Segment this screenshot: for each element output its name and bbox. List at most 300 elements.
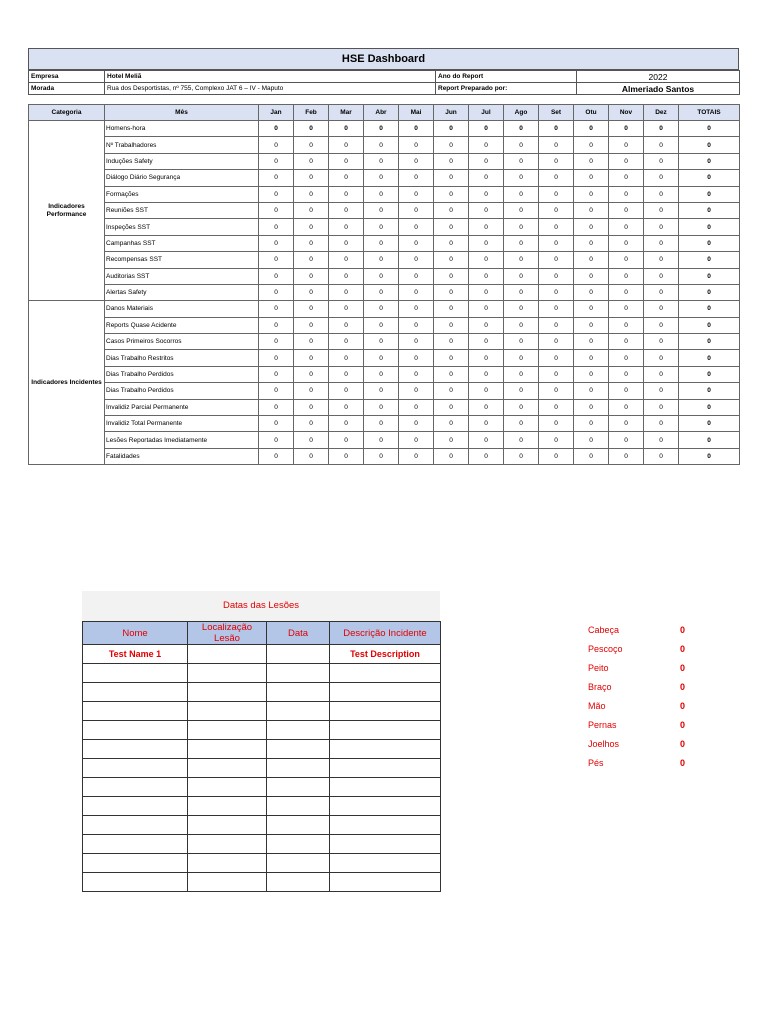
lesoes-cell[interactable] bbox=[188, 721, 267, 740]
month-value-cell[interactable]: 0 bbox=[294, 219, 329, 235]
month-value-cell[interactable]: 0 bbox=[294, 137, 329, 153]
month-value-cell[interactable]: 0 bbox=[259, 202, 294, 218]
month-value-cell[interactable]: 0 bbox=[399, 121, 434, 137]
month-value-cell[interactable]: 0 bbox=[399, 235, 434, 251]
month-value-cell[interactable]: 0 bbox=[504, 235, 539, 251]
month-value-cell[interactable]: 0 bbox=[644, 202, 679, 218]
month-value-cell[interactable]: 0 bbox=[294, 301, 329, 317]
month-value-cell[interactable]: 0 bbox=[539, 334, 574, 350]
month-value-cell[interactable]: 0 bbox=[259, 317, 294, 333]
month-value-cell[interactable]: 0 bbox=[644, 448, 679, 464]
month-value-cell[interactable]: 0 bbox=[434, 121, 469, 137]
lesoes-cell[interactable] bbox=[267, 835, 330, 854]
month-value-cell[interactable]: 0 bbox=[469, 366, 504, 382]
lesoes-cell[interactable]: Test Name 1 bbox=[83, 645, 188, 664]
month-value-cell[interactable]: 0 bbox=[434, 170, 469, 186]
month-value-cell[interactable]: 0 bbox=[539, 301, 574, 317]
month-value-cell[interactable]: 0 bbox=[399, 399, 434, 415]
month-value-cell[interactable]: 0 bbox=[574, 334, 609, 350]
month-value-cell[interactable]: 0 bbox=[469, 252, 504, 268]
month-value-cell[interactable]: 0 bbox=[329, 284, 364, 300]
month-value-cell[interactable]: 0 bbox=[294, 170, 329, 186]
month-value-cell[interactable]: 0 bbox=[504, 284, 539, 300]
lesoes-cell[interactable] bbox=[267, 683, 330, 702]
month-value-cell[interactable]: 0 bbox=[644, 350, 679, 366]
month-value-cell[interactable]: 0 bbox=[259, 432, 294, 448]
month-value-cell[interactable]: 0 bbox=[294, 252, 329, 268]
month-value-cell[interactable]: 0 bbox=[574, 153, 609, 169]
month-value-cell[interactable]: 0 bbox=[609, 416, 644, 432]
empresa-value[interactable]: Hotel Meliã bbox=[105, 71, 436, 83]
month-value-cell[interactable]: 0 bbox=[504, 219, 539, 235]
lesoes-cell[interactable] bbox=[83, 721, 188, 740]
month-value-cell[interactable]: 0 bbox=[539, 366, 574, 382]
month-value-cell[interactable]: 0 bbox=[364, 186, 399, 202]
month-value-cell[interactable]: 0 bbox=[574, 350, 609, 366]
month-value-cell[interactable]: 0 bbox=[259, 170, 294, 186]
month-value-cell[interactable]: 0 bbox=[574, 383, 609, 399]
lesoes-cell[interactable] bbox=[188, 664, 267, 683]
month-value-cell[interactable]: 0 bbox=[644, 334, 679, 350]
month-value-cell[interactable]: 0 bbox=[644, 219, 679, 235]
month-value-cell[interactable]: 0 bbox=[539, 268, 574, 284]
month-value-cell[interactable]: 0 bbox=[399, 383, 434, 399]
month-value-cell[interactable]: 0 bbox=[364, 219, 399, 235]
month-value-cell[interactable]: 0 bbox=[399, 202, 434, 218]
month-value-cell[interactable]: 0 bbox=[329, 202, 364, 218]
lesoes-cell[interactable] bbox=[330, 702, 441, 721]
month-value-cell[interactable]: 0 bbox=[364, 252, 399, 268]
month-value-cell[interactable]: 0 bbox=[434, 301, 469, 317]
month-value-cell[interactable]: 0 bbox=[644, 186, 679, 202]
month-value-cell[interactable]: 0 bbox=[644, 252, 679, 268]
lesoes-cell[interactable] bbox=[330, 778, 441, 797]
month-value-cell[interactable]: 0 bbox=[434, 350, 469, 366]
month-value-cell[interactable]: 0 bbox=[609, 334, 644, 350]
preparado-value[interactable]: Almeriado Santos bbox=[577, 83, 740, 95]
month-value-cell[interactable]: 0 bbox=[329, 219, 364, 235]
month-value-cell[interactable]: 0 bbox=[574, 301, 609, 317]
month-value-cell[interactable]: 0 bbox=[644, 235, 679, 251]
month-value-cell[interactable]: 0 bbox=[504, 416, 539, 432]
month-value-cell[interactable]: 0 bbox=[399, 350, 434, 366]
month-value-cell[interactable]: 0 bbox=[259, 219, 294, 235]
month-value-cell[interactable]: 0 bbox=[539, 448, 574, 464]
month-value-cell[interactable]: 0 bbox=[574, 235, 609, 251]
month-value-cell[interactable]: 0 bbox=[644, 301, 679, 317]
month-value-cell[interactable]: 0 bbox=[294, 399, 329, 415]
month-value-cell[interactable]: 0 bbox=[609, 383, 644, 399]
month-value-cell[interactable]: 0 bbox=[434, 252, 469, 268]
month-value-cell[interactable]: 0 bbox=[574, 399, 609, 415]
month-value-cell[interactable]: 0 bbox=[539, 219, 574, 235]
lesoes-cell[interactable] bbox=[188, 759, 267, 778]
month-value-cell[interactable]: 0 bbox=[434, 137, 469, 153]
month-value-cell[interactable]: 0 bbox=[259, 137, 294, 153]
lesoes-cell[interactable] bbox=[330, 721, 441, 740]
lesoes-cell[interactable] bbox=[83, 759, 188, 778]
month-value-cell[interactable]: 0 bbox=[644, 366, 679, 382]
month-value-cell[interactable]: 0 bbox=[259, 350, 294, 366]
month-value-cell[interactable]: 0 bbox=[329, 317, 364, 333]
month-value-cell[interactable]: 0 bbox=[259, 268, 294, 284]
month-value-cell[interactable]: 0 bbox=[609, 268, 644, 284]
month-value-cell[interactable]: 0 bbox=[574, 416, 609, 432]
month-value-cell[interactable]: 0 bbox=[644, 432, 679, 448]
month-value-cell[interactable]: 0 bbox=[364, 448, 399, 464]
lesoes-cell[interactable] bbox=[267, 816, 330, 835]
lesoes-cell[interactable] bbox=[330, 873, 441, 892]
month-value-cell[interactable]: 0 bbox=[504, 252, 539, 268]
month-value-cell[interactable]: 0 bbox=[434, 235, 469, 251]
month-value-cell[interactable]: 0 bbox=[294, 416, 329, 432]
month-value-cell[interactable]: 0 bbox=[364, 383, 399, 399]
month-value-cell[interactable]: 0 bbox=[504, 334, 539, 350]
month-value-cell[interactable]: 0 bbox=[329, 432, 364, 448]
month-value-cell[interactable]: 0 bbox=[329, 383, 364, 399]
month-value-cell[interactable]: 0 bbox=[364, 399, 399, 415]
month-value-cell[interactable]: 0 bbox=[259, 301, 294, 317]
month-value-cell[interactable]: 0 bbox=[434, 416, 469, 432]
month-value-cell[interactable]: 0 bbox=[644, 284, 679, 300]
month-value-cell[interactable]: 0 bbox=[574, 284, 609, 300]
month-value-cell[interactable]: 0 bbox=[539, 202, 574, 218]
month-value-cell[interactable]: 0 bbox=[609, 186, 644, 202]
lesoes-cell[interactable] bbox=[188, 797, 267, 816]
month-value-cell[interactable]: 0 bbox=[294, 448, 329, 464]
month-value-cell[interactable]: 0 bbox=[434, 268, 469, 284]
month-value-cell[interactable]: 0 bbox=[259, 416, 294, 432]
month-value-cell[interactable]: 0 bbox=[399, 366, 434, 382]
month-value-cell[interactable]: 0 bbox=[469, 399, 504, 415]
month-value-cell[interactable]: 0 bbox=[399, 432, 434, 448]
lesoes-cell[interactable] bbox=[267, 645, 330, 664]
month-value-cell[interactable]: 0 bbox=[364, 432, 399, 448]
month-value-cell[interactable]: 0 bbox=[399, 317, 434, 333]
lesoes-cell[interactable] bbox=[188, 816, 267, 835]
month-value-cell[interactable]: 0 bbox=[504, 301, 539, 317]
month-value-cell[interactable]: 0 bbox=[574, 268, 609, 284]
month-value-cell[interactable]: 0 bbox=[329, 350, 364, 366]
month-value-cell[interactable]: 0 bbox=[469, 121, 504, 137]
month-value-cell[interactable]: 0 bbox=[539, 399, 574, 415]
month-value-cell[interactable]: 0 bbox=[504, 317, 539, 333]
month-value-cell[interactable]: 0 bbox=[539, 350, 574, 366]
month-value-cell[interactable]: 0 bbox=[644, 399, 679, 415]
month-value-cell[interactable]: 0 bbox=[294, 317, 329, 333]
month-value-cell[interactable]: 0 bbox=[364, 350, 399, 366]
month-value-cell[interactable]: 0 bbox=[644, 268, 679, 284]
lesoes-cell[interactable] bbox=[83, 664, 188, 683]
month-value-cell[interactable]: 0 bbox=[469, 170, 504, 186]
month-value-cell[interactable]: 0 bbox=[364, 334, 399, 350]
lesoes-cell[interactable] bbox=[330, 835, 441, 854]
ano-value[interactable]: 2022 bbox=[577, 71, 740, 83]
month-value-cell[interactable]: 0 bbox=[609, 235, 644, 251]
month-value-cell[interactable]: 0 bbox=[504, 383, 539, 399]
month-value-cell[interactable]: 0 bbox=[539, 186, 574, 202]
month-value-cell[interactable]: 0 bbox=[294, 284, 329, 300]
month-value-cell[interactable]: 0 bbox=[434, 186, 469, 202]
month-value-cell[interactable]: 0 bbox=[574, 448, 609, 464]
morada-value[interactable]: Rua dos Desportistas, nº 755, Complexo JAT 6 – IV - Maputo bbox=[105, 83, 436, 95]
month-value-cell[interactable]: 0 bbox=[294, 432, 329, 448]
lesoes-cell[interactable] bbox=[83, 816, 188, 835]
month-value-cell[interactable]: 0 bbox=[539, 235, 574, 251]
month-value-cell[interactable]: 0 bbox=[539, 383, 574, 399]
month-value-cell[interactable]: 0 bbox=[574, 252, 609, 268]
month-value-cell[interactable]: 0 bbox=[469, 284, 504, 300]
month-value-cell[interactable]: 0 bbox=[609, 366, 644, 382]
lesoes-cell[interactable] bbox=[83, 835, 188, 854]
month-value-cell[interactable]: 0 bbox=[469, 334, 504, 350]
month-value-cell[interactable]: 0 bbox=[469, 202, 504, 218]
lesoes-cell[interactable] bbox=[267, 778, 330, 797]
month-value-cell[interactable]: 0 bbox=[364, 153, 399, 169]
month-value-cell[interactable]: 0 bbox=[364, 121, 399, 137]
lesoes-cell[interactable] bbox=[188, 683, 267, 702]
month-value-cell[interactable]: 0 bbox=[469, 137, 504, 153]
month-value-cell[interactable]: 0 bbox=[469, 268, 504, 284]
month-value-cell[interactable]: 0 bbox=[329, 252, 364, 268]
month-value-cell[interactable]: 0 bbox=[609, 153, 644, 169]
month-value-cell[interactable]: 0 bbox=[399, 448, 434, 464]
month-value-cell[interactable]: 0 bbox=[434, 317, 469, 333]
month-value-cell[interactable]: 0 bbox=[504, 121, 539, 137]
lesoes-cell[interactable] bbox=[267, 740, 330, 759]
month-value-cell[interactable]: 0 bbox=[539, 153, 574, 169]
month-value-cell[interactable]: 0 bbox=[364, 366, 399, 382]
month-value-cell[interactable]: 0 bbox=[259, 252, 294, 268]
month-value-cell[interactable]: 0 bbox=[259, 186, 294, 202]
lesoes-cell[interactable] bbox=[188, 835, 267, 854]
lesoes-cell[interactable] bbox=[330, 759, 441, 778]
month-value-cell[interactable]: 0 bbox=[609, 252, 644, 268]
month-value-cell[interactable]: 0 bbox=[329, 153, 364, 169]
month-value-cell[interactable]: 0 bbox=[504, 432, 539, 448]
month-value-cell[interactable]: 0 bbox=[259, 366, 294, 382]
lesoes-cell[interactable]: Test Description bbox=[330, 645, 441, 664]
month-value-cell[interactable]: 0 bbox=[609, 399, 644, 415]
month-value-cell[interactable]: 0 bbox=[364, 170, 399, 186]
month-value-cell[interactable]: 0 bbox=[609, 219, 644, 235]
month-value-cell[interactable]: 0 bbox=[609, 202, 644, 218]
month-value-cell[interactable]: 0 bbox=[504, 448, 539, 464]
month-value-cell[interactable]: 0 bbox=[539, 432, 574, 448]
month-value-cell[interactable]: 0 bbox=[469, 153, 504, 169]
month-value-cell[interactable]: 0 bbox=[329, 301, 364, 317]
lesoes-cell[interactable] bbox=[188, 778, 267, 797]
month-value-cell[interactable]: 0 bbox=[504, 350, 539, 366]
month-value-cell[interactable]: 0 bbox=[539, 121, 574, 137]
lesoes-cell[interactable] bbox=[83, 740, 188, 759]
month-value-cell[interactable]: 0 bbox=[469, 432, 504, 448]
month-value-cell[interactable]: 0 bbox=[469, 317, 504, 333]
lesoes-cell[interactable] bbox=[83, 873, 188, 892]
month-value-cell[interactable]: 0 bbox=[574, 432, 609, 448]
lesoes-cell[interactable] bbox=[267, 702, 330, 721]
month-value-cell[interactable]: 0 bbox=[259, 284, 294, 300]
month-value-cell[interactable]: 0 bbox=[574, 186, 609, 202]
month-value-cell[interactable]: 0 bbox=[539, 416, 574, 432]
month-value-cell[interactable]: 0 bbox=[434, 448, 469, 464]
month-value-cell[interactable]: 0 bbox=[329, 416, 364, 432]
month-value-cell[interactable]: 0 bbox=[644, 170, 679, 186]
month-value-cell[interactable]: 0 bbox=[434, 366, 469, 382]
month-value-cell[interactable]: 0 bbox=[504, 268, 539, 284]
month-value-cell[interactable]: 0 bbox=[644, 121, 679, 137]
month-value-cell[interactable]: 0 bbox=[294, 153, 329, 169]
month-value-cell[interactable]: 0 bbox=[399, 334, 434, 350]
month-value-cell[interactable]: 0 bbox=[644, 137, 679, 153]
month-value-cell[interactable]: 0 bbox=[294, 186, 329, 202]
month-value-cell[interactable]: 0 bbox=[294, 235, 329, 251]
month-value-cell[interactable]: 0 bbox=[329, 268, 364, 284]
month-value-cell[interactable]: 0 bbox=[609, 121, 644, 137]
month-value-cell[interactable]: 0 bbox=[434, 219, 469, 235]
month-value-cell[interactable]: 0 bbox=[644, 383, 679, 399]
month-value-cell[interactable]: 0 bbox=[504, 153, 539, 169]
month-value-cell[interactable]: 0 bbox=[574, 121, 609, 137]
month-value-cell[interactable]: 0 bbox=[329, 121, 364, 137]
lesoes-cell[interactable] bbox=[330, 816, 441, 835]
month-value-cell[interactable]: 0 bbox=[574, 317, 609, 333]
month-value-cell[interactable]: 0 bbox=[294, 334, 329, 350]
lesoes-cell[interactable] bbox=[188, 645, 267, 664]
month-value-cell[interactable]: 0 bbox=[399, 252, 434, 268]
month-value-cell[interactable]: 0 bbox=[329, 448, 364, 464]
lesoes-cell[interactable] bbox=[188, 740, 267, 759]
month-value-cell[interactable]: 0 bbox=[539, 284, 574, 300]
month-value-cell[interactable]: 0 bbox=[259, 235, 294, 251]
lesoes-cell[interactable] bbox=[267, 721, 330, 740]
month-value-cell[interactable]: 0 bbox=[504, 186, 539, 202]
month-value-cell[interactable]: 0 bbox=[609, 317, 644, 333]
month-value-cell[interactable]: 0 bbox=[539, 252, 574, 268]
month-value-cell[interactable]: 0 bbox=[294, 121, 329, 137]
month-value-cell[interactable]: 0 bbox=[329, 235, 364, 251]
lesoes-cell[interactable] bbox=[267, 797, 330, 816]
lesoes-cell[interactable] bbox=[83, 702, 188, 721]
month-value-cell[interactable]: 0 bbox=[609, 432, 644, 448]
month-value-cell[interactable]: 0 bbox=[364, 235, 399, 251]
month-value-cell[interactable]: 0 bbox=[609, 137, 644, 153]
month-value-cell[interactable]: 0 bbox=[644, 416, 679, 432]
month-value-cell[interactable]: 0 bbox=[609, 448, 644, 464]
month-value-cell[interactable]: 0 bbox=[434, 383, 469, 399]
month-value-cell[interactable]: 0 bbox=[259, 448, 294, 464]
month-value-cell[interactable]: 0 bbox=[469, 301, 504, 317]
month-value-cell[interactable]: 0 bbox=[399, 284, 434, 300]
month-value-cell[interactable]: 0 bbox=[434, 432, 469, 448]
month-value-cell[interactable]: 0 bbox=[434, 399, 469, 415]
lesoes-cell[interactable] bbox=[188, 873, 267, 892]
month-value-cell[interactable]: 0 bbox=[469, 350, 504, 366]
lesoes-cell[interactable] bbox=[330, 683, 441, 702]
month-value-cell[interactable]: 0 bbox=[574, 202, 609, 218]
month-value-cell[interactable]: 0 bbox=[399, 416, 434, 432]
month-value-cell[interactable]: 0 bbox=[259, 399, 294, 415]
month-value-cell[interactable]: 0 bbox=[364, 416, 399, 432]
month-value-cell[interactable]: 0 bbox=[504, 202, 539, 218]
month-value-cell[interactable]: 0 bbox=[574, 137, 609, 153]
lesoes-cell[interactable] bbox=[330, 740, 441, 759]
month-value-cell[interactable]: 0 bbox=[469, 448, 504, 464]
month-value-cell[interactable]: 0 bbox=[434, 284, 469, 300]
lesoes-cell[interactable] bbox=[188, 854, 267, 873]
month-value-cell[interactable]: 0 bbox=[539, 317, 574, 333]
month-value-cell[interactable]: 0 bbox=[434, 153, 469, 169]
month-value-cell[interactable]: 0 bbox=[504, 399, 539, 415]
month-value-cell[interactable]: 0 bbox=[399, 170, 434, 186]
month-value-cell[interactable]: 0 bbox=[609, 284, 644, 300]
month-value-cell[interactable]: 0 bbox=[399, 153, 434, 169]
month-value-cell[interactable]: 0 bbox=[574, 366, 609, 382]
month-value-cell[interactable]: 0 bbox=[259, 334, 294, 350]
lesoes-cell[interactable] bbox=[83, 797, 188, 816]
lesoes-cell[interactable] bbox=[330, 664, 441, 683]
month-value-cell[interactable]: 0 bbox=[259, 121, 294, 137]
month-value-cell[interactable]: 0 bbox=[294, 383, 329, 399]
month-value-cell[interactable]: 0 bbox=[504, 137, 539, 153]
month-value-cell[interactable]: 0 bbox=[364, 301, 399, 317]
month-value-cell[interactable]: 0 bbox=[609, 350, 644, 366]
month-value-cell[interactable]: 0 bbox=[329, 170, 364, 186]
lesoes-cell[interactable] bbox=[267, 664, 330, 683]
lesoes-cell[interactable] bbox=[267, 854, 330, 873]
month-value-cell[interactable]: 0 bbox=[399, 137, 434, 153]
month-value-cell[interactable]: 0 bbox=[434, 334, 469, 350]
month-value-cell[interactable]: 0 bbox=[259, 153, 294, 169]
month-value-cell[interactable]: 0 bbox=[609, 170, 644, 186]
month-value-cell[interactable]: 0 bbox=[504, 170, 539, 186]
month-value-cell[interactable]: 0 bbox=[364, 284, 399, 300]
lesoes-cell[interactable] bbox=[267, 873, 330, 892]
month-value-cell[interactable]: 0 bbox=[364, 202, 399, 218]
lesoes-cell[interactable] bbox=[330, 797, 441, 816]
month-value-cell[interactable]: 0 bbox=[469, 219, 504, 235]
month-value-cell[interactable]: 0 bbox=[259, 383, 294, 399]
month-value-cell[interactable]: 0 bbox=[504, 366, 539, 382]
lesoes-cell[interactable] bbox=[83, 683, 188, 702]
month-value-cell[interactable]: 0 bbox=[469, 235, 504, 251]
month-value-cell[interactable]: 0 bbox=[329, 399, 364, 415]
month-value-cell[interactable]: 0 bbox=[399, 301, 434, 317]
month-value-cell[interactable]: 0 bbox=[364, 317, 399, 333]
month-value-cell[interactable]: 0 bbox=[364, 137, 399, 153]
month-value-cell[interactable]: 0 bbox=[364, 268, 399, 284]
month-value-cell[interactable]: 0 bbox=[294, 366, 329, 382]
month-value-cell[interactable]: 0 bbox=[329, 137, 364, 153]
month-value-cell[interactable]: 0 bbox=[644, 153, 679, 169]
month-value-cell[interactable]: 0 bbox=[434, 202, 469, 218]
lesoes-cell[interactable] bbox=[83, 778, 188, 797]
month-value-cell[interactable]: 0 bbox=[539, 170, 574, 186]
month-value-cell[interactable]: 0 bbox=[469, 186, 504, 202]
month-value-cell[interactable]: 0 bbox=[574, 219, 609, 235]
month-value-cell[interactable]: 0 bbox=[329, 366, 364, 382]
month-value-cell[interactable]: 0 bbox=[469, 383, 504, 399]
month-value-cell[interactable]: 0 bbox=[329, 186, 364, 202]
month-value-cell[interactable]: 0 bbox=[294, 350, 329, 366]
lesoes-cell[interactable] bbox=[83, 854, 188, 873]
month-value-cell[interactable]: 0 bbox=[399, 219, 434, 235]
month-value-cell[interactable]: 0 bbox=[399, 186, 434, 202]
month-value-cell[interactable]: 0 bbox=[294, 268, 329, 284]
month-value-cell[interactable]: 0 bbox=[294, 202, 329, 218]
lesoes-cell[interactable] bbox=[188, 702, 267, 721]
month-value-cell[interactable]: 0 bbox=[399, 268, 434, 284]
